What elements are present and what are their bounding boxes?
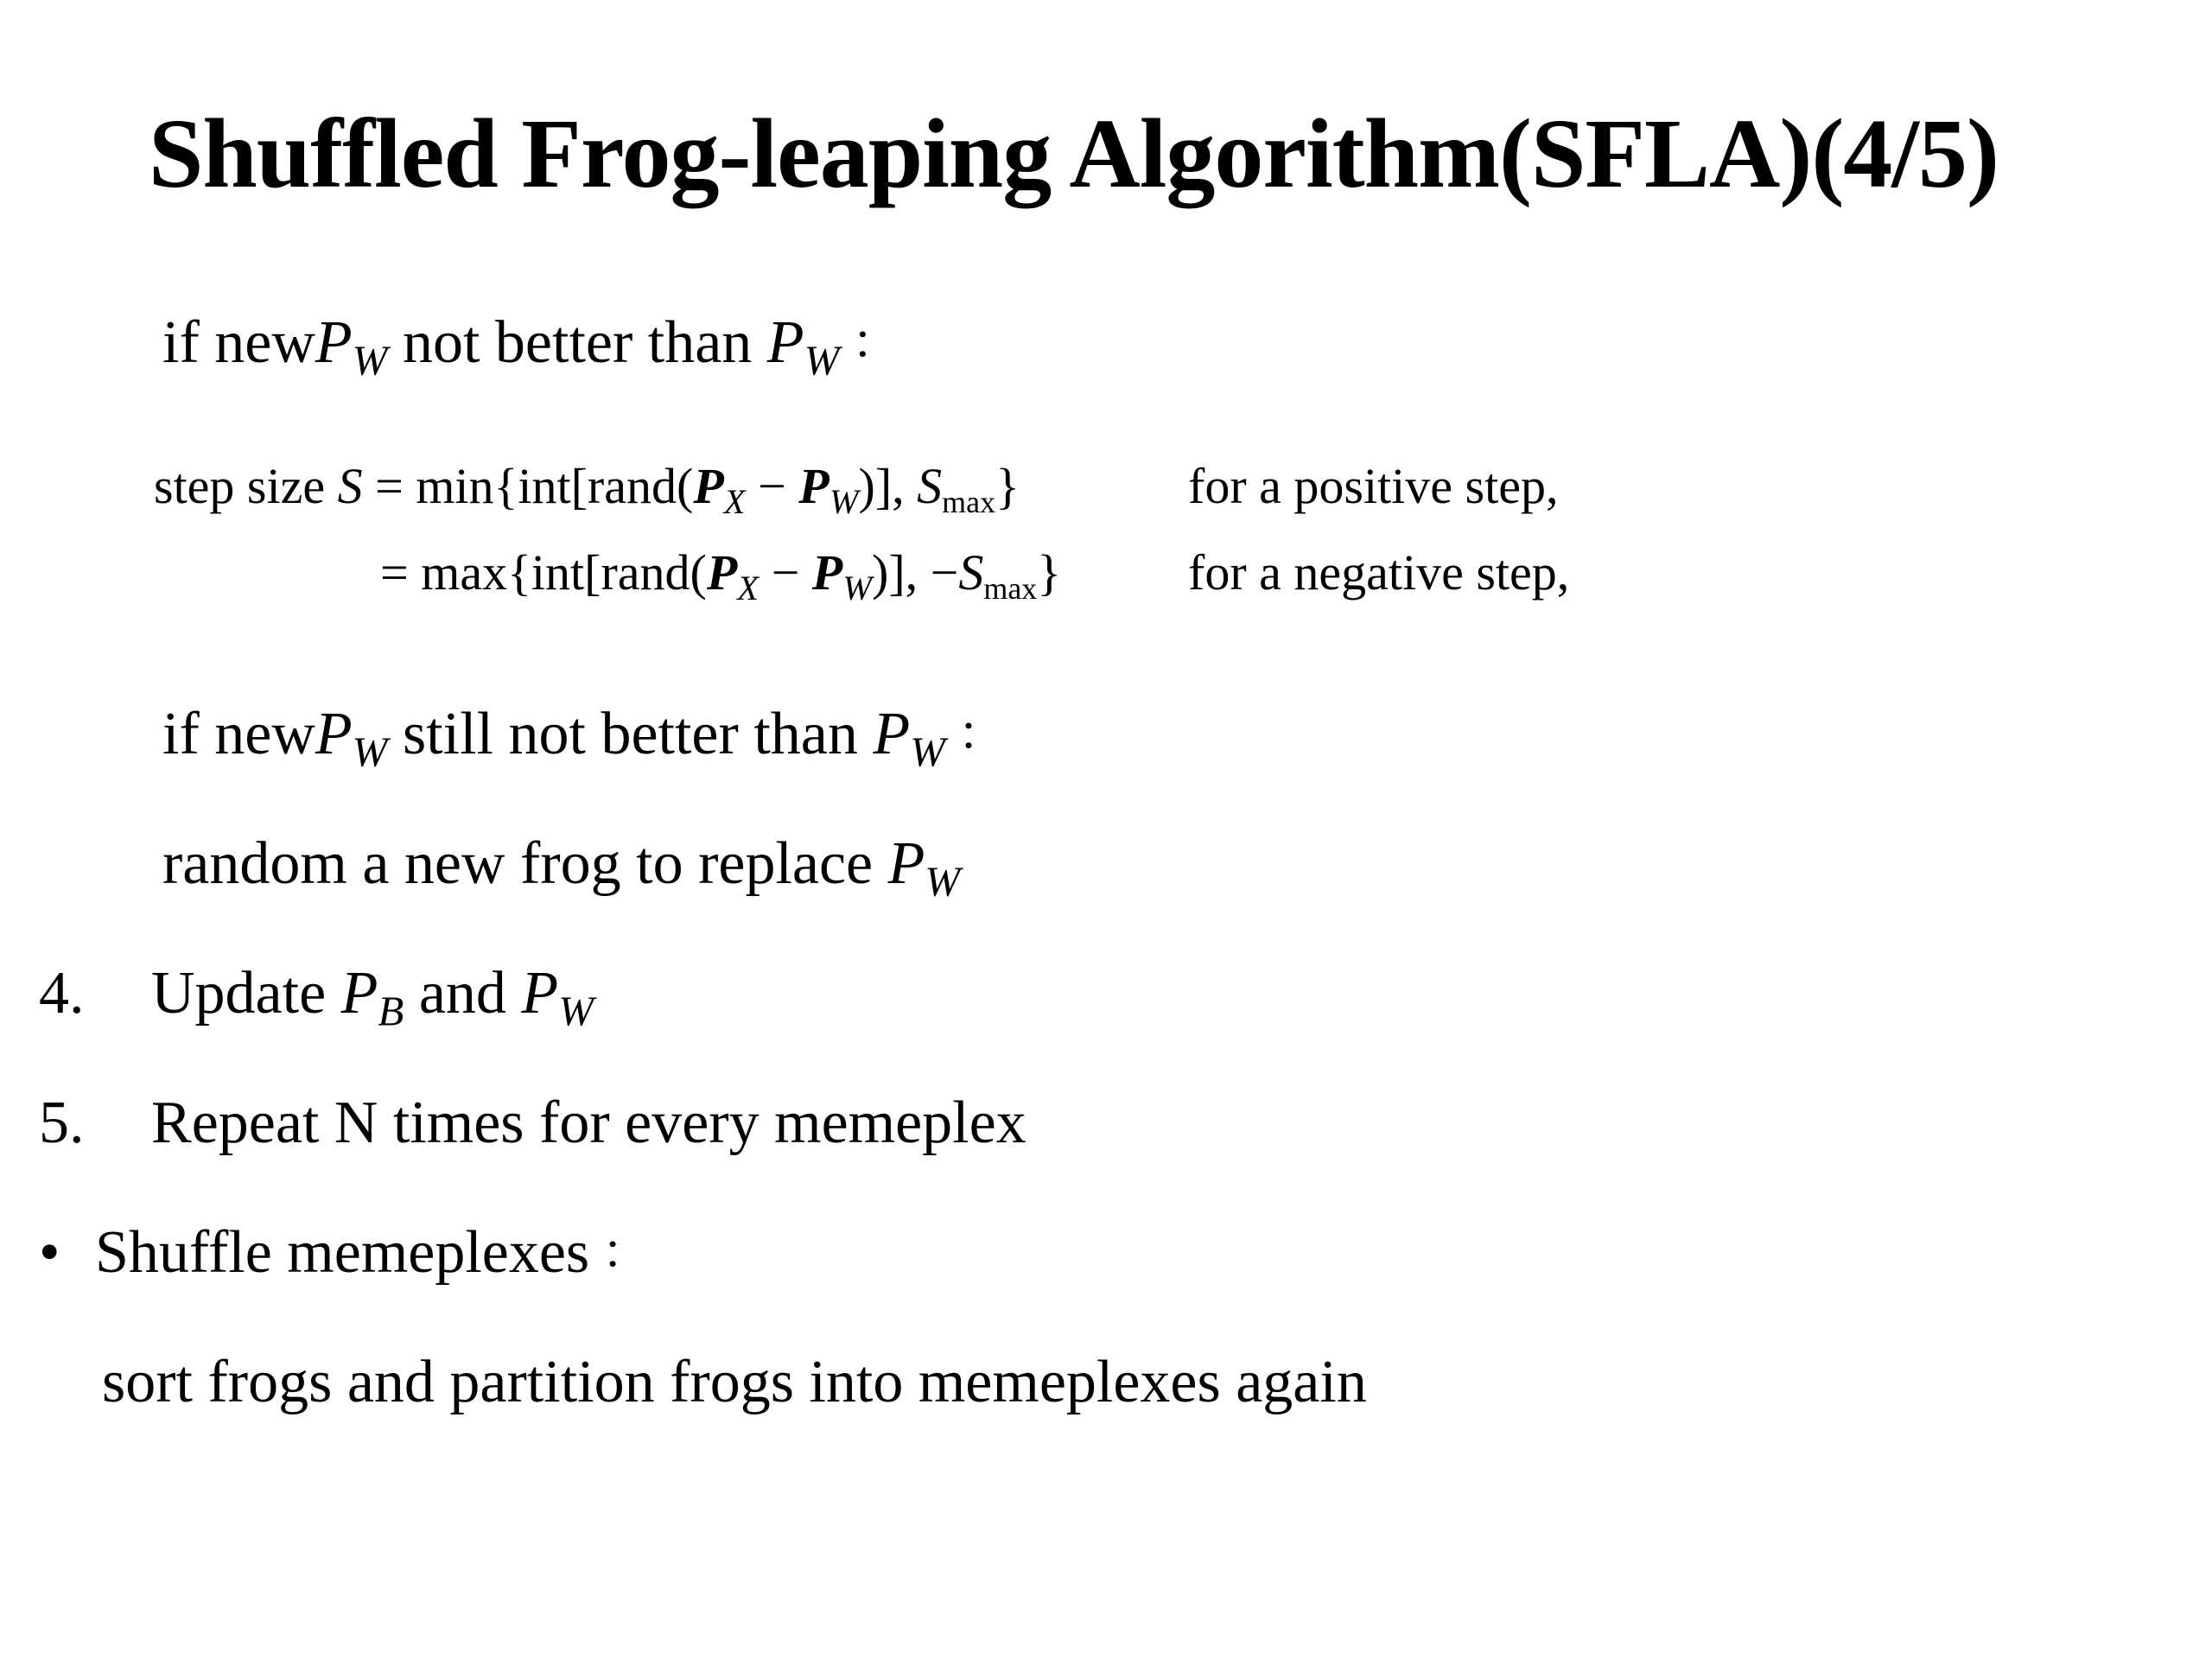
pw-symbol: P <box>315 701 353 767</box>
step-number: 4. <box>39 960 85 1027</box>
pw-symbol: P <box>798 458 830 514</box>
eq-body-a: = min{int[rand( <box>362 458 694 514</box>
equation-row-2 <box>380 544 1062 608</box>
pw-symbol: P <box>887 830 925 897</box>
eq-body-a: = max{int[rand( <box>380 544 707 601</box>
step-number: 5. <box>39 1090 85 1156</box>
pw-subscript: W <box>804 336 840 385</box>
pb-symbol: P <box>340 960 378 1027</box>
smax-symbol: S <box>958 544 984 601</box>
pw-subscript: W <box>352 728 388 776</box>
step4-text-a: Update <box>151 960 341 1027</box>
colon: ： <box>601 1224 651 1281</box>
equation-note-1: for a positive step, <box>1188 458 1559 514</box>
pw-subscript: W <box>842 569 873 608</box>
eq-label: step size <box>154 458 338 514</box>
pw-subscript: W <box>352 336 388 385</box>
pw-subscript: W <box>910 728 945 776</box>
pw-symbol: P <box>811 544 843 601</box>
smax-subscript: max <box>942 484 996 519</box>
pw-subscript: W <box>829 482 859 522</box>
smax-subscript: max <box>983 570 1038 606</box>
eq-close: } <box>995 458 1020 514</box>
px-subscript: X <box>723 482 746 522</box>
bullet-dot: • <box>39 1219 60 1286</box>
condition-line-2 <box>162 701 1006 776</box>
eq-body-b: )], <box>858 458 918 514</box>
pw-symbol: P <box>315 309 353 376</box>
eq-minus: − <box>759 544 812 601</box>
bullet-text: Shuffle memeplexes <box>95 1219 590 1286</box>
condition-line-1 <box>162 309 900 385</box>
smax-symbol: S <box>917 458 943 514</box>
pw-subscript: W <box>558 987 594 1035</box>
pw-symbol: P <box>766 309 804 376</box>
eq-lhs: S <box>337 458 363 514</box>
px-subscript: X <box>737 569 760 608</box>
eq-body-b: )], − <box>872 544 959 601</box>
colon: ： <box>851 314 900 371</box>
random-text: random a new frog to replace <box>162 830 888 897</box>
eq-minus: − <box>745 458 799 514</box>
step4-text-b: and <box>404 960 522 1027</box>
pw-symbol: P <box>521 960 559 1027</box>
step-5 <box>39 1090 1027 1156</box>
slide-title: Shuffled Frog-leaping Algorithm(SFLA)(4/5) <box>149 99 1999 208</box>
pw-symbol: P <box>873 701 911 767</box>
pw-subscript: W <box>925 857 961 906</box>
step-4 <box>39 960 594 1035</box>
pb-subscript: B <box>378 987 404 1035</box>
random-line <box>162 830 961 906</box>
px-symbol: P <box>706 544 738 601</box>
eq-close: } <box>1037 544 1062 601</box>
cond1-pre: if new <box>162 309 315 376</box>
equation-note-2: for a negative step, <box>1188 544 1570 601</box>
sort-line: sort frogs and partition frogs into memeplexes again <box>102 1349 1367 1415</box>
equation-row-1 <box>154 458 1020 522</box>
step5-text: Repeat N times for every memeplex <box>151 1090 1027 1156</box>
colon: ： <box>957 705 1006 762</box>
cond2-pre: if new <box>162 701 315 767</box>
cond1-mid: not better than <box>387 309 767 376</box>
bullet-shuffle <box>39 1219 651 1286</box>
px-symbol: P <box>693 458 724 514</box>
cond2-mid: still not better than <box>387 701 874 767</box>
